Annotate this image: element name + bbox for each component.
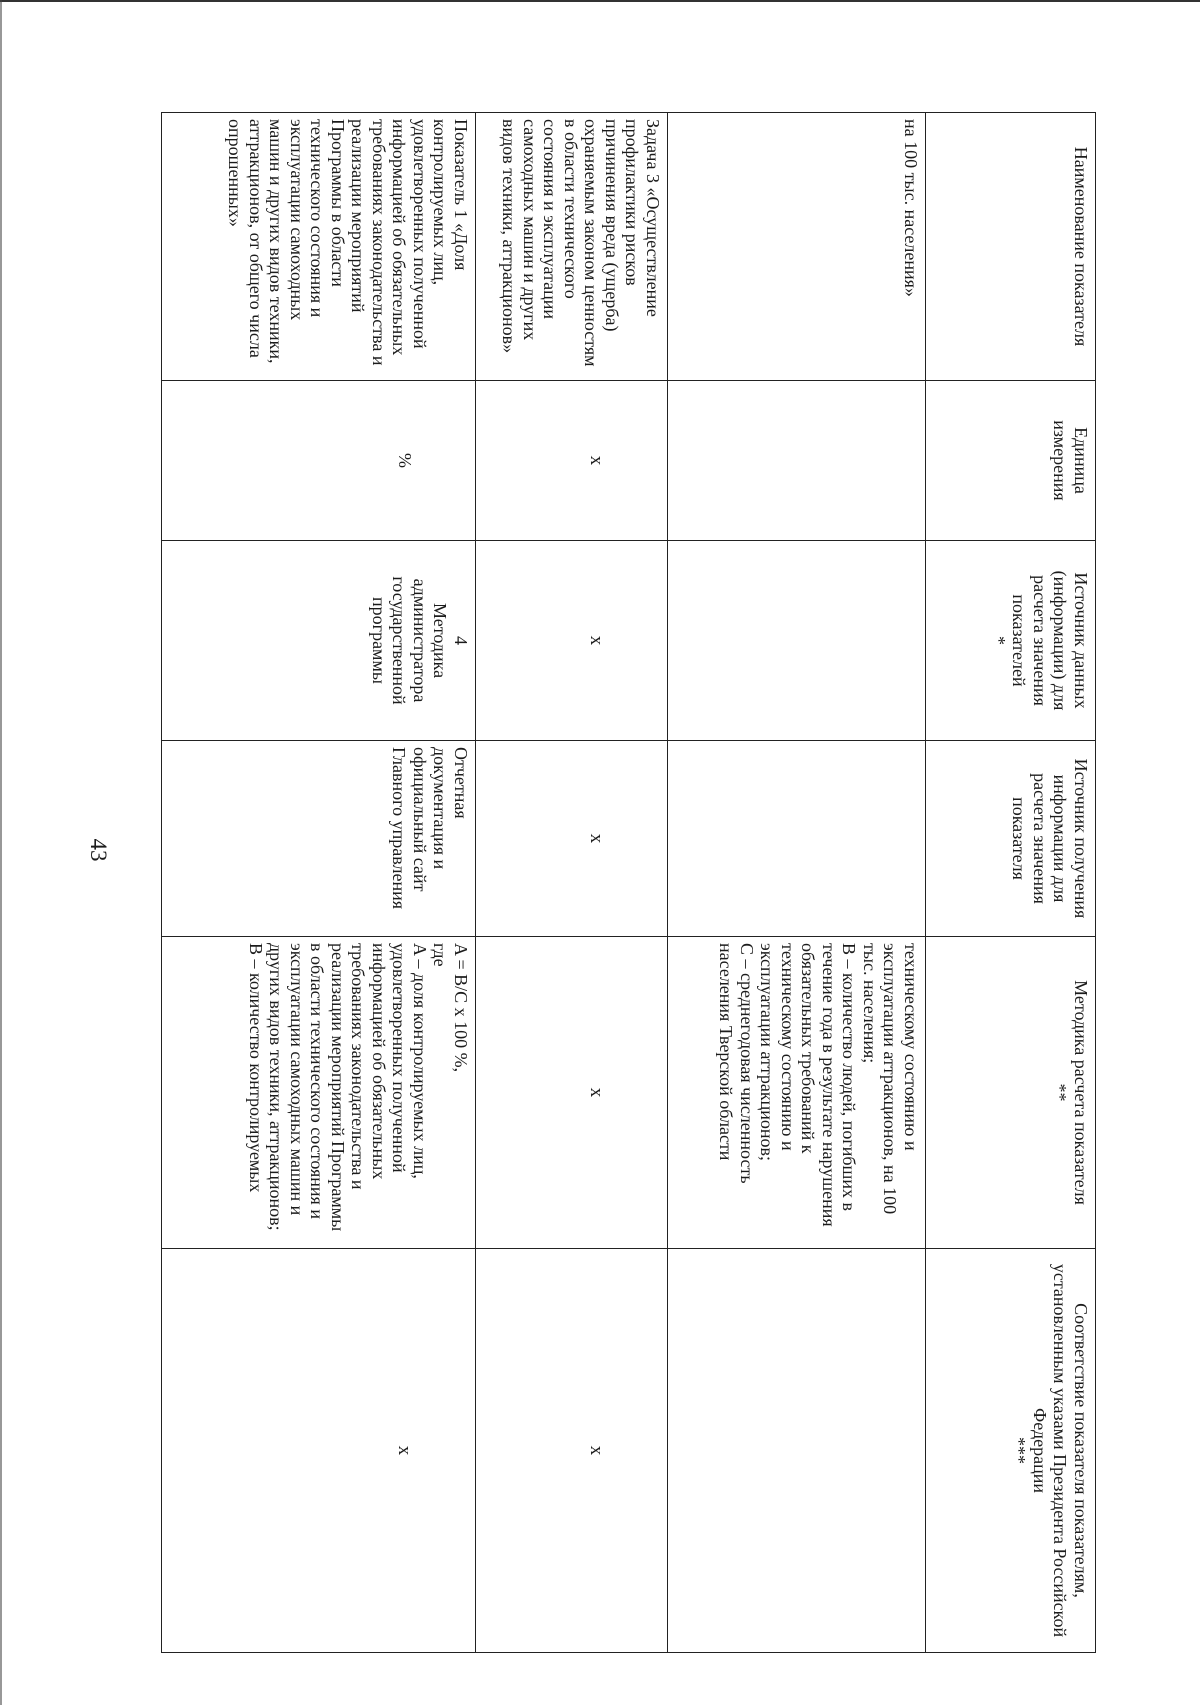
table-row xyxy=(668,113,926,1653)
cell-unit xyxy=(668,381,926,541)
cell-info-source: x xyxy=(476,741,668,937)
cell-method: техническому состоянию и эксплуатации аттракционов, на 100 тыс. населения; B – количество людей, погибших в течение года в результате нарушения обязательных требований к техническому состоянию и эксплуатации аттракционов; C – среднегодовая численность населения Тверской области xyxy=(668,937,926,1249)
cell-name: на 100 тыс. населения» xyxy=(668,113,926,381)
header-method: Методика расчета показателя ** xyxy=(926,937,1096,1249)
cell-method: A = B/C x 100 %, где A – доля контролируемых лиц, удовлетворенных полученной информацией об обязательных требованиях законодательства и реализации мероприятий Программы в области технического состояния и эксплуатации самоходных машин и других видов техники, аттракционов; B – количество контролируемых xyxy=(162,937,476,1249)
header-compliance: Соответствие показателя показателям, установленным указами Президента Российской Федерации *** xyxy=(926,1249,1096,1653)
cell-compliance: x xyxy=(476,1249,668,1653)
indicator-table xyxy=(161,112,1096,1653)
page-number: 43 xyxy=(86,838,111,862)
scan-edge-left xyxy=(0,0,2,1705)
scan-edge-top xyxy=(0,0,1200,2)
cell-data-source: 4 Методика администратора государственной программы xyxy=(162,541,476,741)
cell-unit: % xyxy=(162,381,476,541)
table-row xyxy=(476,113,668,1653)
cell-info-source xyxy=(668,741,926,937)
cell-info-source: Отчетная документация и официальный сайт Главного управления xyxy=(162,741,476,937)
cell-data-source: x xyxy=(476,541,668,741)
cell-compliance xyxy=(668,1249,926,1653)
cell-unit: x xyxy=(476,381,668,541)
cell-data-source-number: 4 xyxy=(451,636,471,645)
cell-method: x xyxy=(476,937,668,1249)
header-row xyxy=(926,113,1096,1653)
table-row xyxy=(162,113,476,1653)
cell-name: Показатель 1 «Доля контролируемых лиц, удовлетворенных полученной информацией об обязательных требованиях законодательства и реализации мероприятий Программы в области технического состояния и эксплуатации самоходных машин и других видов техники, аттракционов, от общего числа опрошенных» xyxy=(162,113,476,381)
cell-compliance: x xyxy=(162,1249,476,1653)
header-unit: Единица измерения xyxy=(926,381,1096,541)
header-data-source: Источник данных (информации) для расчета значения показателей * xyxy=(926,541,1096,741)
cell-data-source xyxy=(668,541,926,741)
header-name: Наименование показателя xyxy=(926,113,1096,381)
header-info-source: Источник получения информации для расчета значения показателя xyxy=(926,741,1096,937)
cell-name: Задача 3 «Осуществление профилактики рисков причинения вреда (ущерба) охраняемым законом ценностям в области технического состояния и эксплуатации самоходных машин и других видов техники, аттракционов» xyxy=(476,113,668,381)
indicator-table-wrapper xyxy=(162,112,1096,1652)
